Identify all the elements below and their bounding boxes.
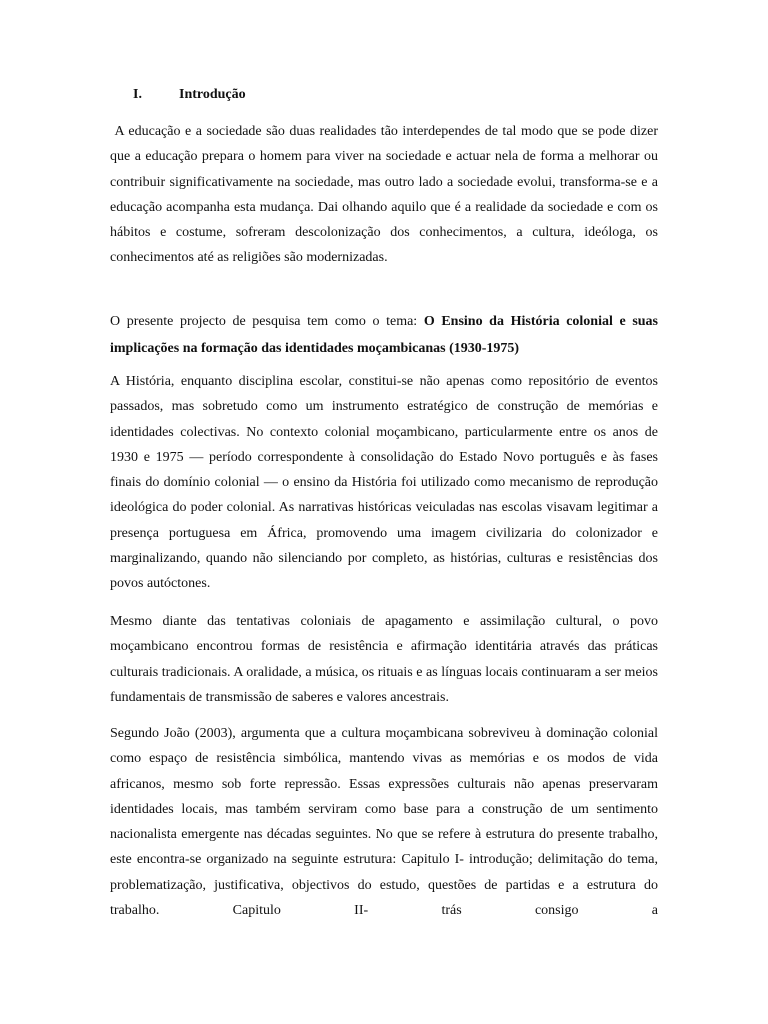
section-heading <box>133 85 246 105</box>
research-theme-title: O Ensino da História colonial e suas implicações na formação das identidades moçambicanas (1930-1975) <box>110 314 659 356</box>
section-title: Introdução <box>179 87 246 102</box>
paragraph-text: A História, enquanto disciplina escolar, constitui-se não apenas como repositório de eventos passados, mas sobretudo como um instrumento estratégico de construção de memórias e identidades colectivas. No contexto colonial moçambicano, particularmente entre os anos de 1930 e 1975 — período correspondente à consolidação do Estado Novo português e às fases finais do domínio colonial — o ensino da História foi utilizado como mecanismo de reprodução ideológica do poder colonial. As narrativas históricas veiculadas nas escolas visavam legitimar a presença portuguesa em África, promovendo uma imagem civilizaria do colonizador e marginalizando, quando não silenciando por completo, as histórias, culturas e resistências dos povos autóctones. <box>110 374 658 592</box>
paragraph-text: A educação e a sociedade são duas realidades tão interdependes de tal modo que se pode dizer que a educação prepara o homem para viver na sociedade e actuar nela de forma a melhorar ou contribuir significativamente na sociedade, mas outro lado a sociedade evolui, transforma-se e a educação acompanha esta mudança. Dai olhando aquilo que é a realidade da sociedade e com os hábitos e costume, sofreram descolonização dos conhecimentos, a cultura, ideóloga, os conhecimentos até as religiões são modernizadas. <box>110 124 662 266</box>
paragraph-text: Mesmo diante das tentativas coloniais de apagamento e assimilação cultural, o povo moçambicano encontrou formas de resistência e afirmação identitária através das práticas culturais tradicionais. A oralidade, a música, os rituais e as línguas locais continuaram a ser meios fundamentais de transmissão de saberes e valores ancestrais. <box>110 614 658 705</box>
paragraph-text: Segundo João (2003), argumenta que a cultura moçambicana sobreviveu à dominação colonial como espaço de resistência simbólica, mantendo vivas as memórias e os modos de vida africanos, mesmo sob forte repressão. Essas expressões culturais não apenas preservaram identidades locais, mas também serviram como base para a construção de um sentimento nacionalista emergente nas décadas seguintes. No que se refere à estrutura do presente trabalho, este encontra-se organizado na seguinte estrutura: Capitulo I- introdução; delimitação do tema, problematização, justificativa, objectivos do estudo, questões de partidas e a estrutura do trabalho. Capitulo II- trás consigo a <box>110 726 658 919</box>
paragraph-research-theme <box>110 308 658 362</box>
section-number: I. <box>133 87 142 102</box>
paragraph-joao-2003 <box>110 721 658 923</box>
paragraph-education-society <box>110 119 662 271</box>
paragraph-history-discipline <box>110 369 658 597</box>
theme-intro-text: O presente projecto de pesquisa tem como o tema: <box>110 314 424 329</box>
paragraph-cultural-resistance <box>110 609 658 710</box>
paragraph-text <box>110 308 658 362</box>
